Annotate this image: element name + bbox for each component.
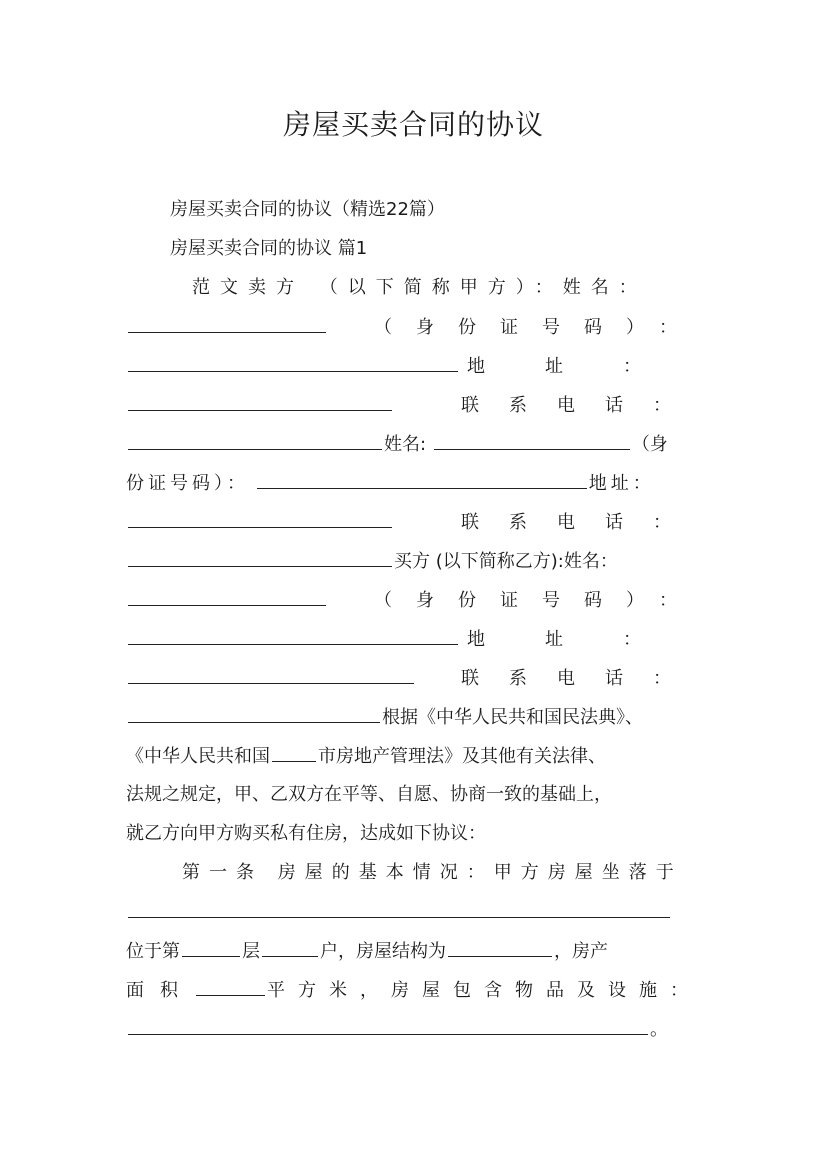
seller-address-blank <box>128 392 392 411</box>
household-blank <box>262 938 318 957</box>
seller-address-line <box>126 353 701 380</box>
seller-phone-label: 联系电话： <box>461 395 701 416</box>
period: 。 <box>650 1019 668 1040</box>
seller2-phone-line <box>126 509 701 536</box>
seller2-name-label: 姓名: <box>384 434 427 455</box>
buyer-id-blank <box>128 626 458 645</box>
household: 户，房屋结构为 <box>320 941 446 962</box>
seller-intro-line <box>192 275 701 301</box>
area-blank <box>196 977 265 996</box>
buyer-id-label: （身份证号码）： <box>374 590 701 611</box>
law-line-4: 就乙方向甲方购买私有住房，达成如下协议： <box>126 823 486 844</box>
law-line-end: 市房地产管理法》及其他有关法律、 <box>318 746 606 767</box>
seller-id-blank <box>128 353 458 372</box>
structure-blank <box>448 938 552 957</box>
buyer-address-label: 地址： <box>467 629 701 650</box>
buyer-address-blank <box>128 665 414 684</box>
buyer-intro-line <box>126 548 701 575</box>
seller-address-label: 地址： <box>467 356 701 377</box>
seller2-id-blank <box>257 470 587 489</box>
legal-basis-line <box>126 704 701 731</box>
buyer-name-blank <box>128 587 326 606</box>
buyer-address-line <box>126 626 701 653</box>
buyer-intro: 买方 (以下简称乙方):姓名： <box>394 551 618 572</box>
buyer-phone-blank <box>128 704 380 723</box>
buyer-phone-label: 联系电话： <box>461 668 701 689</box>
document-title: 房屋买卖合同的协议 <box>282 108 544 141</box>
floor-line <box>126 938 701 965</box>
law-line-3: 法规之规定，甲、乙双方在平等、自愿、协商一致的基础上， <box>126 784 612 805</box>
seller2-id-line <box>126 470 701 497</box>
floor-blank <box>182 938 240 957</box>
area-comma: ，房产 <box>554 941 608 962</box>
seller-phone-line <box>126 392 701 419</box>
location-blank <box>128 899 670 918</box>
seller2-id-label: 份证号码）： <box>126 473 249 494</box>
buyer-id-line <box>126 587 701 614</box>
seller2-address-label: 地址： <box>588 473 655 494</box>
area-label: 面积 <box>126 980 194 1001</box>
seller-phone-blank <box>128 431 382 450</box>
seller-intro: 范文卖方 （以下简称甲方）：姓名： <box>192 277 647 298</box>
seller2-name-line <box>126 431 701 458</box>
seller-id-label: （身份证号码）： <box>374 317 701 338</box>
area-unit: 平方米，房屋包含物品及设施： <box>267 980 701 1001</box>
seller-name-blank <box>128 314 326 333</box>
law-line-start: 《中华人民共和国 <box>126 746 270 767</box>
floor-prefix: 位于第 <box>126 941 180 962</box>
seller2-phone-label: 联系电话： <box>461 512 701 533</box>
law-line <box>126 743 701 770</box>
city-blank <box>272 743 316 762</box>
seller-id-line <box>126 314 701 341</box>
legal-basis: 根据《中华人民共和国民法典》、 <box>382 707 643 728</box>
article1-heading-line <box>182 860 701 886</box>
floor-mid: 层 <box>242 941 260 962</box>
seller2-name-blank <box>434 431 630 450</box>
article1-heading: 第一条 房屋的基本情况：甲方房屋坐落于 <box>182 862 683 883</box>
facilities-line <box>126 1016 701 1043</box>
seller2-address-blank <box>128 509 392 528</box>
buyer-phone-line <box>126 665 701 692</box>
seller2-id-open: （身 <box>631 434 668 455</box>
subtitle: 房屋买卖合同的协议（精选22篇） <box>170 199 445 220</box>
area-line <box>126 977 701 1004</box>
location-blank-line <box>126 899 701 926</box>
article-heading: 房屋买卖合同的协议 篇1 <box>170 238 368 259</box>
seller2-phone-blank <box>128 548 392 567</box>
facilities-blank <box>128 1016 648 1035</box>
